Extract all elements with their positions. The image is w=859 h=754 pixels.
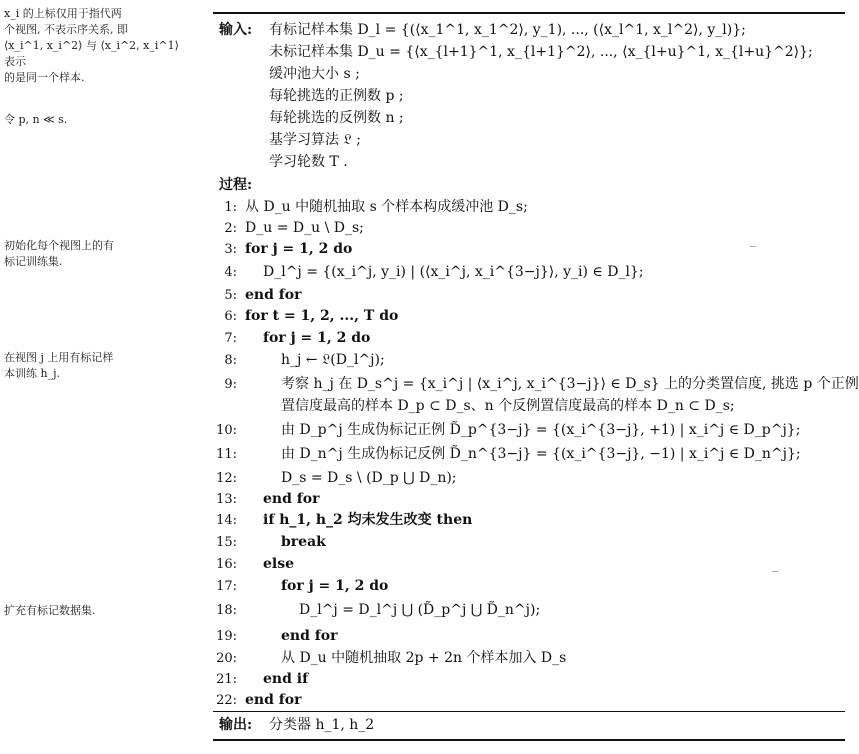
step-row	[213, 444, 845, 465]
step-row	[213, 532, 845, 553]
output-text: 分类器 h_1, h_2	[269, 717, 375, 733]
margin-note-views-line2: 个视图, 不表示序关系, 即	[4, 23, 128, 36]
step-row	[213, 669, 845, 690]
step-number: 11:	[216, 447, 237, 462]
input-row-5	[213, 108, 845, 129]
scan-speck	[750, 246, 756, 247]
step-number: 19:	[216, 629, 237, 644]
step-text: D_l^j = D_l^j ⋃ (D̃_p^j ⋃ D̃_n^j);	[299, 602, 541, 618]
step-row	[213, 489, 845, 510]
step-number: 1:	[224, 200, 237, 215]
step-text: end for	[245, 692, 302, 708]
algorithm-bottom-rule	[213, 739, 845, 741]
process-row	[213, 175, 845, 196]
step-row	[213, 690, 845, 711]
step-row	[213, 648, 845, 669]
input-unlabeled-set: 未标记样本集 D_u = {⟨x_{l+1}^1, x_{l+1}^2⟩, ..., ⟨x_{l+u}^1, x_{l+u}^2⟩};	[269, 44, 813, 60]
step-number: 4:	[224, 265, 237, 280]
input-row-2	[213, 42, 845, 63]
input-buffer-size: 缓冲池大小 s ;	[269, 66, 360, 82]
step-number: 6:	[224, 309, 237, 324]
step-row	[213, 328, 845, 349]
process-label: 过程:	[219, 177, 253, 193]
step-row	[213, 306, 845, 327]
step-text: for j = 1, 2 do	[245, 241, 353, 257]
step-number: 18:	[216, 603, 237, 618]
step-number: 14:	[216, 513, 237, 528]
margin-note-train-line2: 本训练 h_j.	[4, 367, 60, 380]
step-number: 5:	[224, 288, 237, 303]
step-row	[213, 626, 845, 647]
step-text: break	[281, 534, 326, 550]
input-base-learner: 基学习算法 𝔏 ;	[269, 132, 361, 148]
output-row	[213, 715, 845, 736]
input-row-3	[213, 64, 845, 85]
input-rounds: 学习轮数 T .	[269, 154, 348, 170]
step-row	[213, 468, 845, 489]
step-number: 12:	[216, 471, 237, 486]
margin-note-views-line3: ⟨x_i^1, x_i^2⟩ 与 ⟨x_i^2, x_i^1⟩ 表示	[4, 39, 179, 68]
margin-note-init	[4, 238, 192, 270]
step-text: D_l^j = {(x_i^j, y_i) | (⟨x_i^j, x_i^{3−j}⟩, y_i) ∈ D_l};	[263, 264, 644, 280]
step-text: 从 D_u 中随机抽取 s 个样本构成缓冲池 D_s;	[245, 199, 528, 215]
margin-note-pn: 令 p, n ≪ s.	[4, 113, 68, 126]
step-text: for t = 1, 2, ..., T do	[245, 308, 399, 324]
margin-note-views-line4: 的是同一个样本.	[4, 71, 85, 84]
step-number: 8:	[224, 353, 237, 368]
step-number: 15:	[216, 535, 237, 550]
step-text: else	[263, 556, 295, 572]
step-row	[213, 420, 845, 441]
step-text: end for	[263, 491, 320, 507]
step-text: end for	[281, 628, 338, 644]
step-text: 由 D_n^j 生成伪标记反例 D̃_n^{3−j} = {(x_i^{3−j}, −1) | x_i^j ∈ D_n^j};	[281, 446, 801, 462]
margin-note-init-line2: 标记训练集.	[4, 255, 63, 268]
input-labeled-set: 有标记样本集 D_l = {(⟨x_1^1, x_1^2⟩, y_1), ..., (⟨x_l^1, x_l^2⟩, y_l)};	[269, 22, 746, 38]
step-row	[213, 285, 845, 306]
output-label: 输出:	[219, 717, 253, 733]
input-negative-count: 每轮挑选的反例数 n ;	[269, 110, 404, 126]
step-text: for j = 1, 2 do	[263, 330, 371, 346]
step-number: 2:	[224, 221, 237, 236]
input-row-6	[213, 130, 845, 151]
step-row	[213, 510, 845, 531]
step-number: 3:	[224, 242, 237, 257]
step-text: end for	[245, 287, 302, 303]
step-number: 10:	[216, 423, 237, 438]
step-number: 9:	[224, 377, 237, 392]
step-number: 22:	[216, 693, 237, 708]
input-row-7	[213, 152, 845, 173]
step-text: 由 D_p^j 生成伪标记正例 D̃_p^{3−j} = {(x_i^{3−j}, +1) | x_i^j ∈ D_p^j};	[281, 422, 801, 438]
margin-note-init-line1: 初始化每个视图上的有	[4, 239, 114, 252]
margin-note-train-line1: 在视图 j 上用有标记样	[4, 351, 114, 364]
step-row	[213, 600, 845, 621]
step-row	[213, 396, 845, 417]
scan-speck	[772, 571, 778, 572]
step-row	[213, 197, 845, 218]
step-text: 从 D_u 中随机抽取 2p + 2n 个样本加入 D_s	[281, 650, 567, 666]
step-text: end if	[263, 671, 309, 687]
step-number: 16:	[216, 557, 237, 572]
step-text: D_s = D_s \ (D_p ⋃ D_n);	[281, 470, 457, 486]
step-text: 考察 h_j 在 D_s^j = {x_i^j | ⟨x_i^j, x_i^{3−j}⟩ ∈ D_s} 上的分类置信度, 挑选 p 个正例	[281, 376, 859, 392]
step-number: 20:	[216, 651, 237, 666]
step-row	[213, 239, 845, 260]
step-row	[213, 374, 859, 395]
margin-note-expand: 扩充有标记数据集.	[4, 604, 96, 617]
step-text: h_j ← 𝔏(D_l^j);	[281, 352, 385, 368]
step-number: 17:	[216, 579, 237, 594]
step-row	[213, 554, 845, 575]
step-text: if h_1, h_2 均未发生改变 then	[263, 512, 473, 528]
input-label: 输入:	[219, 22, 253, 38]
algorithm-output-rule	[213, 711, 845, 712]
algorithm-top-rule	[213, 12, 845, 14]
step-row	[213, 218, 845, 239]
step-row	[213, 262, 845, 283]
input-positive-count: 每轮挑选的正例数 p ;	[269, 88, 404, 104]
step-text: for j = 1, 2 do	[281, 578, 389, 594]
step-number: 13:	[216, 492, 237, 507]
step-number: 21:	[216, 672, 237, 687]
step-number: 7:	[224, 331, 237, 346]
margin-note-views-line1: x_i 的上标仅用于指代两	[4, 7, 122, 20]
margin-note-train	[4, 350, 192, 382]
step-row	[213, 350, 845, 371]
margin-note-views	[4, 6, 192, 86]
input-row-4	[213, 86, 845, 107]
step-text: D_u = D_u \ D_s;	[245, 220, 364, 236]
step-text: 置信度最高的样本 D_p ⊂ D_s、n 个反例置信度最高的样本 D_n ⊂ D_s;	[281, 398, 735, 414]
input-row-1	[213, 20, 845, 41]
step-row	[213, 576, 845, 597]
